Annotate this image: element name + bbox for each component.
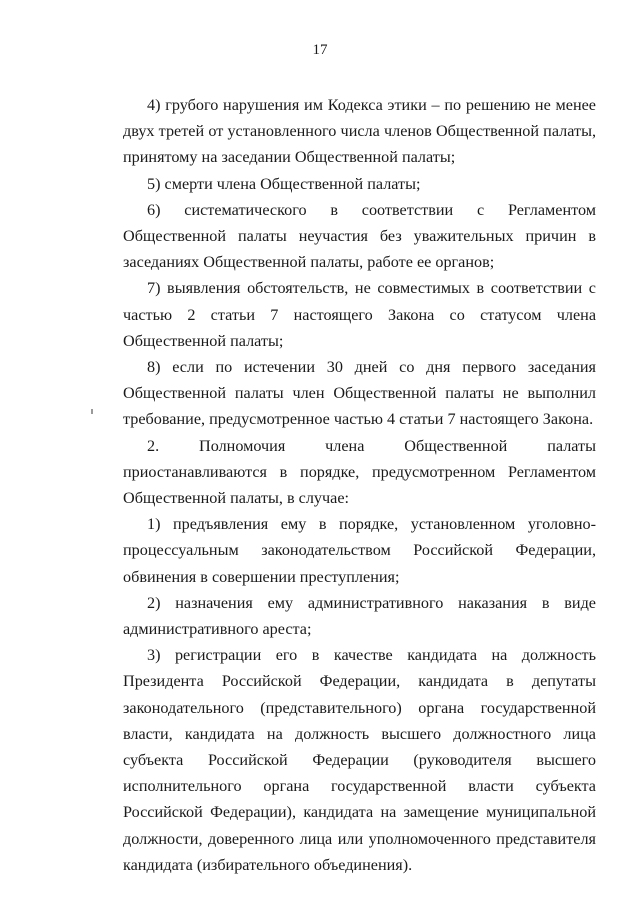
paragraph-item-7-incompatible-circumstances: 7) выявления обстоятельств, не совместимых в соответствии с частью 2 статьи 7 настоящего Закона со статусом члена Общественной палаты;: [123, 279, 596, 350]
paragraph-item-6-non-participation: 6) систематического в соответствии с Регламентом Общественной палаты неучастия без уважительных причин в заседаниях Общественной палаты, работе ее органов;: [123, 200, 596, 272]
paragraph-section-2-suspension: 2. Полномочия члена Общественной палаты приостанавливаются в порядке, предусмотренном Регламентом Общественной палаты, в случае:: [123, 436, 596, 508]
paragraph-suspension-item-3-candidate-registration: 3) регистрации его в качестве кандидата на должность Президента Российской Федерации, кандидата в депутаты законодательного (представительного) органа государственной власти, кандидата на должность высшего должностного лица субъекта Российской Федерации (руководителя высшего исполнительного органа государственной власти субъекта Российской Федерации), кандидата на замещение муниципальной должности, доверенного лица или уполномоченного представителя кандидата (избирательного объединения).: [123, 646, 596, 874]
paragraph-item-8-requirement-not-met: 8) если по истечении 30 дней со дня первого заседания Общественной палаты член Общественной палаты не выполнил требование, предусмотренное частью 4 статьи 7 настоящего Закона.: [123, 358, 596, 429]
scan-artifact-mark: [91, 409, 93, 414]
page-number: 17: [312, 42, 328, 58]
document-body: [123, 92, 596, 878]
paragraph-item-5-death: 5) смерти члена Общественной палаты;: [147, 174, 421, 193]
paragraph-suspension-item-2-arrest: 2) назначения ему административного наказания в виде административного ареста;: [123, 593, 596, 639]
paragraph-item-4-code-of-ethics: 4) грубого нарушения им Кодекса этики – по решению не менее двух третей от установленного числа членов Общественной палаты, принятому на заседании Общественной палаты;: [123, 96, 596, 167]
paragraph-suspension-item-1-charges: 1) предъявления ему в порядке, установленном уголовно-процессуальным законодательством Российской Федерации, обвинения в совершении преступления;: [123, 515, 596, 586]
